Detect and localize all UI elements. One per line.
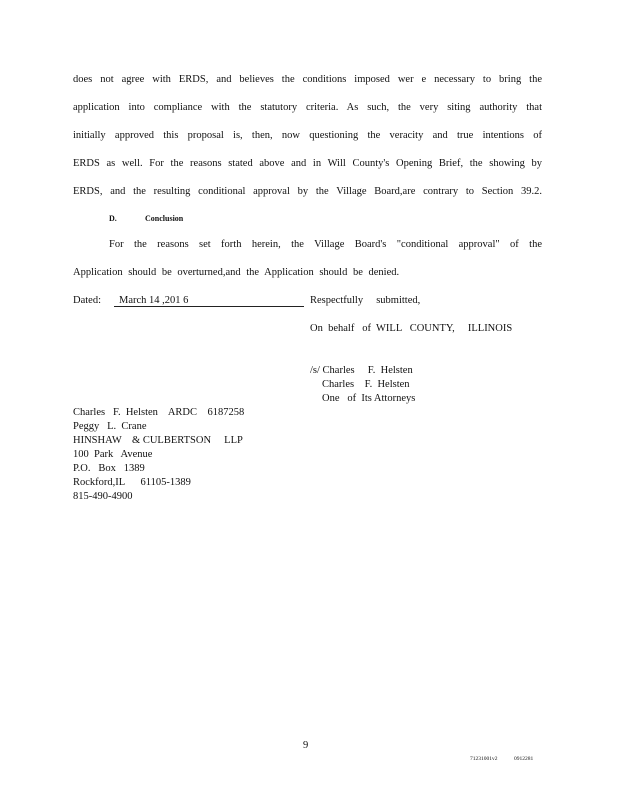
on-behalf-of: On behalf of WILL COUNTY, ILLINOIS: [310, 323, 513, 334]
counsel-line-2: Peggy L. Crane: [73, 421, 147, 432]
body-line-4: ERDS as well. For the reasons stated above and in Will County's Opening Brief, the showing by: [73, 158, 542, 169]
conclusion-line-1: For the reasons set forth herein, the Village Board's "conditional approval" of the: [109, 239, 542, 250]
footer-matter-code: 0912281: [514, 756, 534, 762]
counsel-line-6: Rockford,IL 61105-1389: [73, 477, 191, 488]
counsel-line-4: 100 Park Avenue: [73, 449, 153, 460]
signer-role: One of Its Attorneys: [322, 393, 416, 404]
counsel-line-7: 815-490-4900: [73, 491, 133, 502]
dated-value: March 14 ,201 6: [114, 294, 304, 307]
dated-label: Dated:: [73, 295, 101, 306]
body-line-5: ERDS, and the resulting conditional approval by the Village Board,are contrary to Section 39.2.: [73, 186, 542, 197]
signer-name: Charles F. Helsten: [322, 379, 410, 390]
signature-line: /s/ Charles F. Helsten: [310, 365, 413, 376]
page-number: 9: [303, 740, 309, 751]
body-line-1: does not agree with ERDS, and believes the conditions imposed wer e necessary to bring the: [73, 74, 542, 85]
counsel-line-3: HINSHAW & CULBERTSON LLP: [73, 435, 243, 446]
body-line-2: application into compliance with the statutory criteria. As such, the very siting authority that: [73, 102, 542, 113]
footer-doc-code: 71231001v2: [470, 756, 498, 762]
body-line-3: initially approved this proposal is, then, now questioning the veracity and true intentions of: [73, 130, 542, 141]
section-letter: D.: [109, 214, 117, 223]
counsel-line-5: P.O. Box 1389: [73, 463, 145, 474]
respectfully-submitted: Respectfully submitted,: [310, 295, 421, 306]
conclusion-line-2: Application should be overturned,and the Application should be denied.: [73, 267, 400, 278]
counsel-line-1: Charles F. Helsten ARDC 6187258: [73, 407, 245, 418]
section-title: Conclusion: [145, 214, 184, 223]
